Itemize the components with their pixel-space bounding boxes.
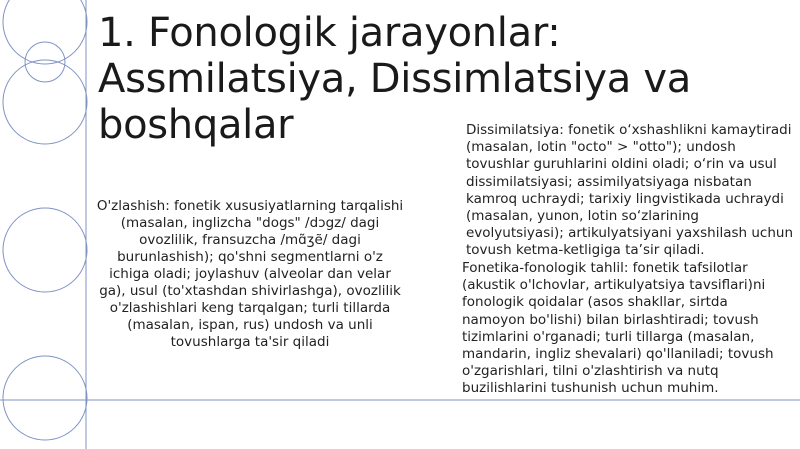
assimilation-text: O'zlashish: fonetik xususiyatlarning tarqalishi (masalan, inglizcha "dogs" /dɔgz/ dagi ovozlilik, fransuzcha /mɑ̃ʒẽ/ dagi burunlashish); qo'shni segmentlarni o'z ichiga oladi; joylashuv (alveolar dan velar ga), usul (to'xtashdan shivirlashga), ovozlilik o'zlashishlari keng tarqalgan; turli tillarda (masalan, ispan, rus) undosh va unli tovushlarga ta'sir qiladi [96,198,404,350]
dissimilation-text: Dissimilatsiya: fonetik o‘xshashlikni kamaytiradi (masalan, lotin "octo" > "otto"); undosh tovushlar guruhlarini oldini oladi; o‘rin va usul dissimilatsiyasi; assimilyatsiyaga nisbatan kamroq uchraydi; tarixiy lingvistikada uchraydi (masalan, yunon, lotin so‘zlarining evolyutsiyasi); artikulyatsiyani yaxshilash uchun tovush ketma-ketligiga ta’sir qiladi. [466,122,793,259]
deco-circle-lower [3,208,87,292]
deco-circle-top [3,0,87,64]
deco-circle-bottom [3,356,87,440]
deco-circle-mid [3,60,87,144]
slide-title: 1. Fonologik jarayonlar: Assmilatsiya, Dissimlatsiya va boshqalar [98,10,692,148]
phonetic-analysis-text: Fonetika-fonologik tahlil: fonetik tafsilotlar (akustik o'lchovlar, artikulyatsiya tavsiflari)ni fonologik qoidalar (asos shakllar, sirtda namoyon bo'lishi) bilan birlashtiradi; tovush tizimlarini o'rganadi; turli tillarga (masalan, mandarin, ingliz shevalari) qo'llaniladi; tovush o'zgarishlari, tilni o'zlashtirish va nutq buzilishlarini tushunish uchun muhim. [462,260,774,397]
